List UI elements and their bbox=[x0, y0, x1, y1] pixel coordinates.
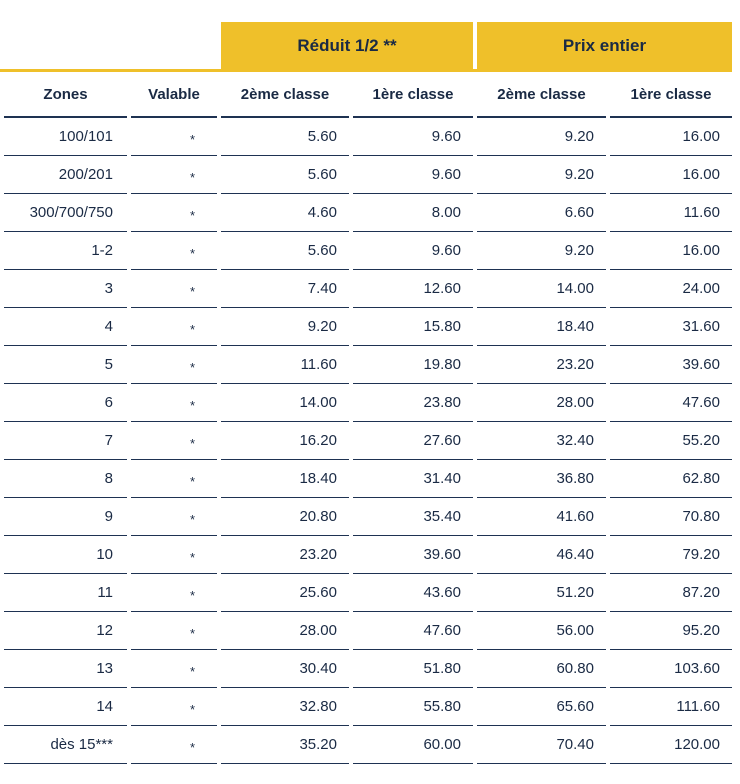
column-header-valable: Valable bbox=[131, 72, 217, 116]
cell-valable: * bbox=[131, 384, 217, 421]
column-header-entier-2e: 2ème classe bbox=[477, 72, 606, 116]
cell-entier-2e: 9.20 bbox=[477, 118, 606, 155]
cell-entier-1e: 31.60 bbox=[610, 308, 732, 345]
cell-entier-2e: 65.60 bbox=[477, 688, 606, 725]
table-row bbox=[0, 688, 740, 726]
cell-reduit-1e: 23.80 bbox=[353, 384, 473, 421]
cell-entier-1e: 16.00 bbox=[610, 232, 732, 269]
cell-reduit-1e: 60.00 bbox=[353, 726, 473, 763]
cell-reduit-2e: 25.60 bbox=[221, 574, 349, 611]
column-header-reduit-1e: 1ère classe bbox=[353, 72, 473, 116]
cell-reduit-2e: 35.20 bbox=[221, 726, 349, 763]
table-row bbox=[0, 232, 740, 270]
cell-zone: 11 bbox=[4, 574, 127, 611]
cell-reduit-1e: 9.60 bbox=[353, 156, 473, 193]
cell-reduit-1e: 35.40 bbox=[353, 498, 473, 535]
cell-valable: * bbox=[131, 726, 217, 763]
cell-reduit-2e: 5.60 bbox=[221, 156, 349, 193]
cell-valable: * bbox=[131, 156, 217, 193]
table-row bbox=[0, 460, 740, 498]
table-row bbox=[0, 612, 740, 650]
cell-reduit-1e: 15.80 bbox=[353, 308, 473, 345]
cell-entier-2e: 28.00 bbox=[477, 384, 606, 421]
cell-entier-2e: 32.40 bbox=[477, 422, 606, 459]
cell-zone: 100/101 bbox=[4, 118, 127, 155]
cell-zone: 14 bbox=[4, 688, 127, 725]
table-row bbox=[0, 194, 740, 232]
cell-entier-2e: 70.40 bbox=[477, 726, 606, 763]
cell-valable: * bbox=[131, 270, 217, 307]
cell-entier-1e: 16.00 bbox=[610, 156, 732, 193]
cell-entier-1e: 62.80 bbox=[610, 460, 732, 497]
cell-valable: * bbox=[131, 536, 217, 573]
cell-reduit-2e: 28.00 bbox=[221, 612, 349, 649]
cell-zone: 4 bbox=[4, 308, 127, 345]
cell-entier-2e: 51.20 bbox=[477, 574, 606, 611]
cell-valable: * bbox=[131, 194, 217, 231]
column-header-entier-1e: 1ère classe bbox=[610, 72, 732, 116]
cell-entier-2e: 60.80 bbox=[477, 650, 606, 687]
cell-zone: 300/700/750 bbox=[4, 194, 127, 231]
cell-valable: * bbox=[131, 308, 217, 345]
table-row bbox=[0, 270, 740, 308]
cell-reduit-2e: 4.60 bbox=[221, 194, 349, 231]
cell-reduit-2e: 20.80 bbox=[221, 498, 349, 535]
cell-reduit-1e: 39.60 bbox=[353, 536, 473, 573]
table-row bbox=[0, 346, 740, 384]
table-row bbox=[0, 384, 740, 422]
table-row bbox=[0, 498, 740, 536]
cell-zone: 13 bbox=[4, 650, 127, 687]
cell-zone: 3 bbox=[4, 270, 127, 307]
cell-valable: * bbox=[131, 612, 217, 649]
table-row bbox=[0, 308, 740, 346]
group-header-reduit: Réduit 1/2 ** bbox=[221, 22, 473, 70]
cell-reduit-2e: 30.40 bbox=[221, 650, 349, 687]
cell-entier-2e: 18.40 bbox=[477, 308, 606, 345]
cell-entier-1e: 55.20 bbox=[610, 422, 732, 459]
cell-reduit-2e: 5.60 bbox=[221, 118, 349, 155]
cell-zone: dès 15*** bbox=[4, 726, 127, 763]
cell-reduit-1e: 9.60 bbox=[353, 232, 473, 269]
cell-entier-1e: 87.20 bbox=[610, 574, 732, 611]
cell-reduit-2e: 7.40 bbox=[221, 270, 349, 307]
table-row bbox=[0, 118, 740, 156]
cell-entier-2e: 23.20 bbox=[477, 346, 606, 383]
cell-entier-2e: 46.40 bbox=[477, 536, 606, 573]
cell-zone: 200/201 bbox=[4, 156, 127, 193]
column-header-reduit-2e: 2ème classe bbox=[221, 72, 349, 116]
cell-zone: 1-2 bbox=[4, 232, 127, 269]
cell-valable: * bbox=[131, 574, 217, 611]
cell-reduit-2e: 9.20 bbox=[221, 308, 349, 345]
table-row bbox=[0, 536, 740, 574]
cell-reduit-1e: 31.40 bbox=[353, 460, 473, 497]
cell-zone: 7 bbox=[4, 422, 127, 459]
table-row bbox=[0, 156, 740, 194]
cell-entier-2e: 41.60 bbox=[477, 498, 606, 535]
group-header-entier: Prix entier bbox=[477, 22, 732, 70]
cell-entier-2e: 36.80 bbox=[477, 460, 606, 497]
cell-entier-1e: 111.60 bbox=[610, 688, 732, 725]
cell-reduit-1e: 8.00 bbox=[353, 194, 473, 231]
cell-reduit-1e: 27.60 bbox=[353, 422, 473, 459]
cell-reduit-1e: 47.60 bbox=[353, 612, 473, 649]
cell-entier-1e: 103.60 bbox=[610, 650, 732, 687]
cell-reduit-2e: 32.80 bbox=[221, 688, 349, 725]
cell-entier-2e: 14.00 bbox=[477, 270, 606, 307]
cell-reduit-2e: 18.40 bbox=[221, 460, 349, 497]
cell-zone: 12 bbox=[4, 612, 127, 649]
cell-reduit-1e: 12.60 bbox=[353, 270, 473, 307]
cell-zone: 10 bbox=[4, 536, 127, 573]
table-body bbox=[0, 118, 740, 764]
cell-entier-2e: 9.20 bbox=[477, 156, 606, 193]
cell-reduit-1e: 19.80 bbox=[353, 346, 473, 383]
cell-entier-1e: 16.00 bbox=[610, 118, 732, 155]
column-header-row bbox=[0, 72, 740, 118]
cell-valable: * bbox=[131, 232, 217, 269]
table-row bbox=[0, 422, 740, 460]
cell-entier-2e: 56.00 bbox=[477, 612, 606, 649]
cell-reduit-2e: 5.60 bbox=[221, 232, 349, 269]
cell-valable: * bbox=[131, 422, 217, 459]
cell-entier-1e: 95.20 bbox=[610, 612, 732, 649]
cell-reduit-1e: 43.60 bbox=[353, 574, 473, 611]
cell-valable: * bbox=[131, 346, 217, 383]
cell-entier-1e: 79.20 bbox=[610, 536, 732, 573]
cell-zone: 8 bbox=[4, 460, 127, 497]
group-header-row bbox=[0, 22, 740, 70]
cell-valable: * bbox=[131, 460, 217, 497]
cell-entier-1e: 120.00 bbox=[610, 726, 732, 763]
cell-reduit-2e: 16.20 bbox=[221, 422, 349, 459]
cell-valable: * bbox=[131, 118, 217, 155]
cell-reduit-2e: 23.20 bbox=[221, 536, 349, 573]
cell-entier-1e: 24.00 bbox=[610, 270, 732, 307]
table-row bbox=[0, 650, 740, 688]
cell-zone: 9 bbox=[4, 498, 127, 535]
cell-reduit-2e: 14.00 bbox=[221, 384, 349, 421]
cell-reduit-2e: 11.60 bbox=[221, 346, 349, 383]
cell-entier-1e: 70.80 bbox=[610, 498, 732, 535]
column-header-zones: Zones bbox=[4, 72, 127, 116]
cell-entier-1e: 39.60 bbox=[610, 346, 732, 383]
cell-reduit-1e: 55.80 bbox=[353, 688, 473, 725]
cell-entier-2e: 6.60 bbox=[477, 194, 606, 231]
cell-zone: 5 bbox=[4, 346, 127, 383]
cell-valable: * bbox=[131, 650, 217, 687]
table-row bbox=[0, 574, 740, 612]
cell-reduit-1e: 51.80 bbox=[353, 650, 473, 687]
cell-zone: 6 bbox=[4, 384, 127, 421]
cell-entier-1e: 47.60 bbox=[610, 384, 732, 421]
cell-valable: * bbox=[131, 498, 217, 535]
cell-entier-1e: 11.60 bbox=[610, 194, 732, 231]
table-row bbox=[0, 726, 740, 764]
cell-reduit-1e: 9.60 bbox=[353, 118, 473, 155]
cell-entier-2e: 9.20 bbox=[477, 232, 606, 269]
cell-valable: * bbox=[131, 688, 217, 725]
